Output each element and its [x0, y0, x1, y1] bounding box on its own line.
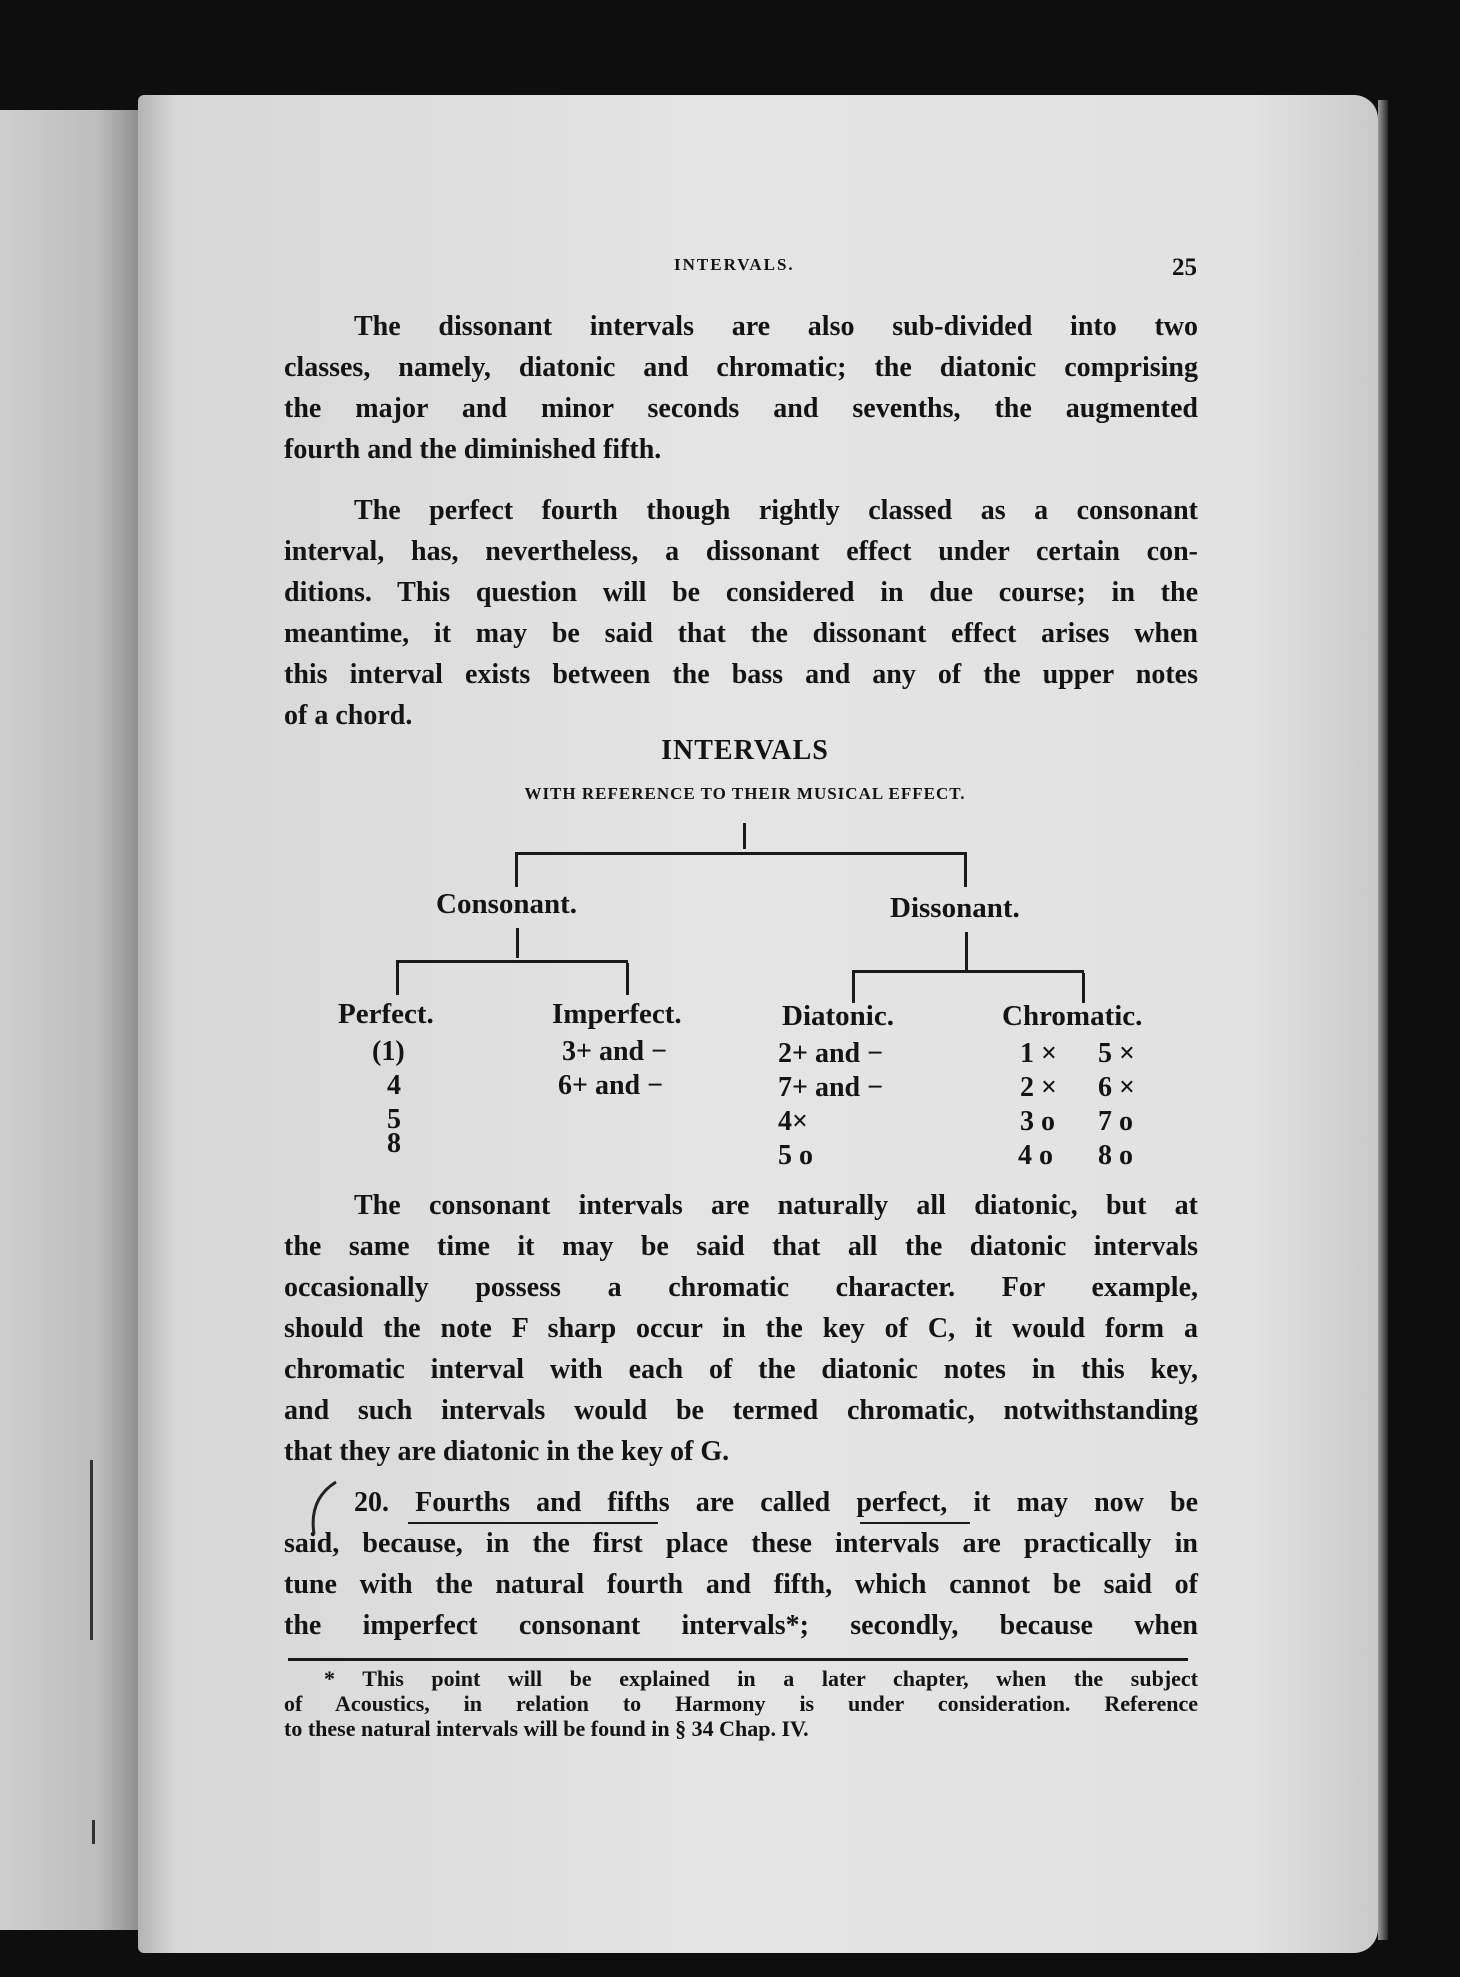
text-line: of a chord.: [284, 700, 413, 731]
page-edge-shadow: [1378, 100, 1388, 1940]
text-line: said, because, in the first place these intervals are practically in: [284, 1528, 1198, 1559]
perfect-item: (1): [372, 1036, 405, 1067]
chromatic-item: 7 o: [1098, 1106, 1133, 1137]
text-line: fourth and the diminished fifth.: [284, 434, 662, 465]
handwritten-bracket-mark: [300, 1478, 350, 1538]
diatonic-item: 7+ and −: [778, 1072, 884, 1103]
tree-line: [852, 970, 1084, 973]
text-line: The dissonant intervals are also sub-divided into two: [354, 311, 1198, 342]
text-line: that they are diatonic in the key of G.: [284, 1436, 730, 1467]
text-line: The consonant intervals are naturally all diatonic, but at: [354, 1190, 1198, 1221]
page-number: 25: [1172, 254, 1197, 281]
footnote: [284, 1666, 1198, 1741]
text-line: occasionally possess a chromatic character. For example,: [284, 1272, 1198, 1303]
diatonic-item: 2+ and −: [778, 1038, 884, 1069]
chromatic-item: 2 ×: [1020, 1072, 1057, 1103]
tree-line: [515, 852, 967, 855]
text-line: meantime, it may be said that the dissonant effect arises when: [284, 618, 1198, 649]
text-line: the imperfect consonant intervals*; secondly, because when: [284, 1610, 1198, 1641]
text-line: chromatic interval with each of the diatonic notes in this key,: [284, 1354, 1198, 1385]
perfect-item: 8: [387, 1128, 401, 1159]
diatonic-node: Diatonic.: [782, 1000, 894, 1032]
text-line: the same time it may be said that all the diatonic intervals: [284, 1231, 1198, 1262]
tree-line: [515, 855, 518, 887]
left-margin-mark: [92, 1820, 95, 1844]
paragraph-section-20: [284, 1482, 1198, 1646]
text-line: ditions. This question will be considered in due course; in the: [284, 577, 1198, 608]
pencil-underline: [408, 1522, 658, 1524]
pencil-underline: [860, 1522, 970, 1524]
diagram-subtitle: WITH REFERENCE TO THEIR MUSICAL EFFECT.: [524, 784, 966, 803]
tree-line: [396, 960, 628, 963]
tree-line: [743, 823, 746, 849]
footnote-rule: [288, 1658, 1188, 1661]
diatonic-item: 4×: [778, 1106, 808, 1137]
chromatic-item: 1 ×: [1020, 1038, 1057, 1069]
text-line: classes, namely, diatonic and chromatic; the diatonic comprising: [284, 352, 1198, 383]
text-line: The perfect fourth though rightly classed as a consonant: [354, 495, 1198, 526]
text-line: tune with the natural fourth and fifth, which cannot be said of: [284, 1569, 1198, 1600]
text-line: the major and minor seconds and sevenths, the augmented: [284, 393, 1198, 424]
chromatic-item: 3 o: [1020, 1106, 1055, 1137]
footnote-line: to these natural intervals will be found in § 34 Chap. IV.: [284, 1716, 809, 1741]
imperfect-node: Imperfect.: [552, 998, 682, 1030]
text-line: 20. Fourths and fifths are called perfect, it may now be: [354, 1487, 1198, 1518]
text-line: and such intervals would be termed chromatic, notwithstanding: [284, 1395, 1198, 1426]
perfect-item: 5: [387, 1104, 401, 1135]
facing-page-edge: [0, 110, 140, 1930]
dissonant-node: Dissonant.: [890, 892, 1020, 924]
tree-line: [965, 932, 968, 970]
tree-line: [964, 855, 967, 887]
paragraph-perfect-fourth: [284, 490, 1198, 736]
chromatic-item: 5 ×: [1098, 1038, 1135, 1069]
paragraph-consonant-diatonic: [284, 1185, 1198, 1472]
perfect-node: Perfect.: [338, 998, 434, 1030]
tree-line: [516, 928, 519, 958]
tree-line: [852, 973, 855, 1003]
text-line: should the note F sharp occur in the key of C, it would form a: [284, 1313, 1198, 1344]
diagram-title: INTERVALS: [661, 735, 829, 766]
tree-line: [396, 963, 399, 995]
text-line: interval, has, nevertheless, a dissonant effect under certain con-: [284, 536, 1198, 567]
chromatic-item: 6 ×: [1098, 1072, 1135, 1103]
paragraph-dissonant-classes: [284, 306, 1198, 470]
text-line: this interval exists between the bass and any of the upper notes: [284, 659, 1198, 690]
perfect-item: 4: [387, 1070, 401, 1101]
imperfect-item: 6+ and −: [558, 1070, 664, 1101]
consonant-node: Consonant.: [436, 888, 578, 920]
tree-line: [1082, 973, 1085, 1003]
footnote-line: of Acoustics, in relation to Harmony is under consideration. Reference: [284, 1691, 1198, 1716]
diatonic-item: 5 o: [778, 1140, 813, 1171]
chromatic-item: 8 o: [1098, 1140, 1133, 1171]
imperfect-item: 3+ and −: [562, 1036, 668, 1067]
footnote-line: * This point will be explained in a later chapter, when the subject: [324, 1666, 1198, 1691]
running-head: INTERVALS.: [674, 255, 795, 274]
chromatic-item: 4 o: [1018, 1140, 1053, 1171]
chromatic-node: Chromatic.: [1002, 1000, 1143, 1032]
tree-line: [626, 963, 629, 995]
left-margin-mark: [90, 1460, 93, 1640]
